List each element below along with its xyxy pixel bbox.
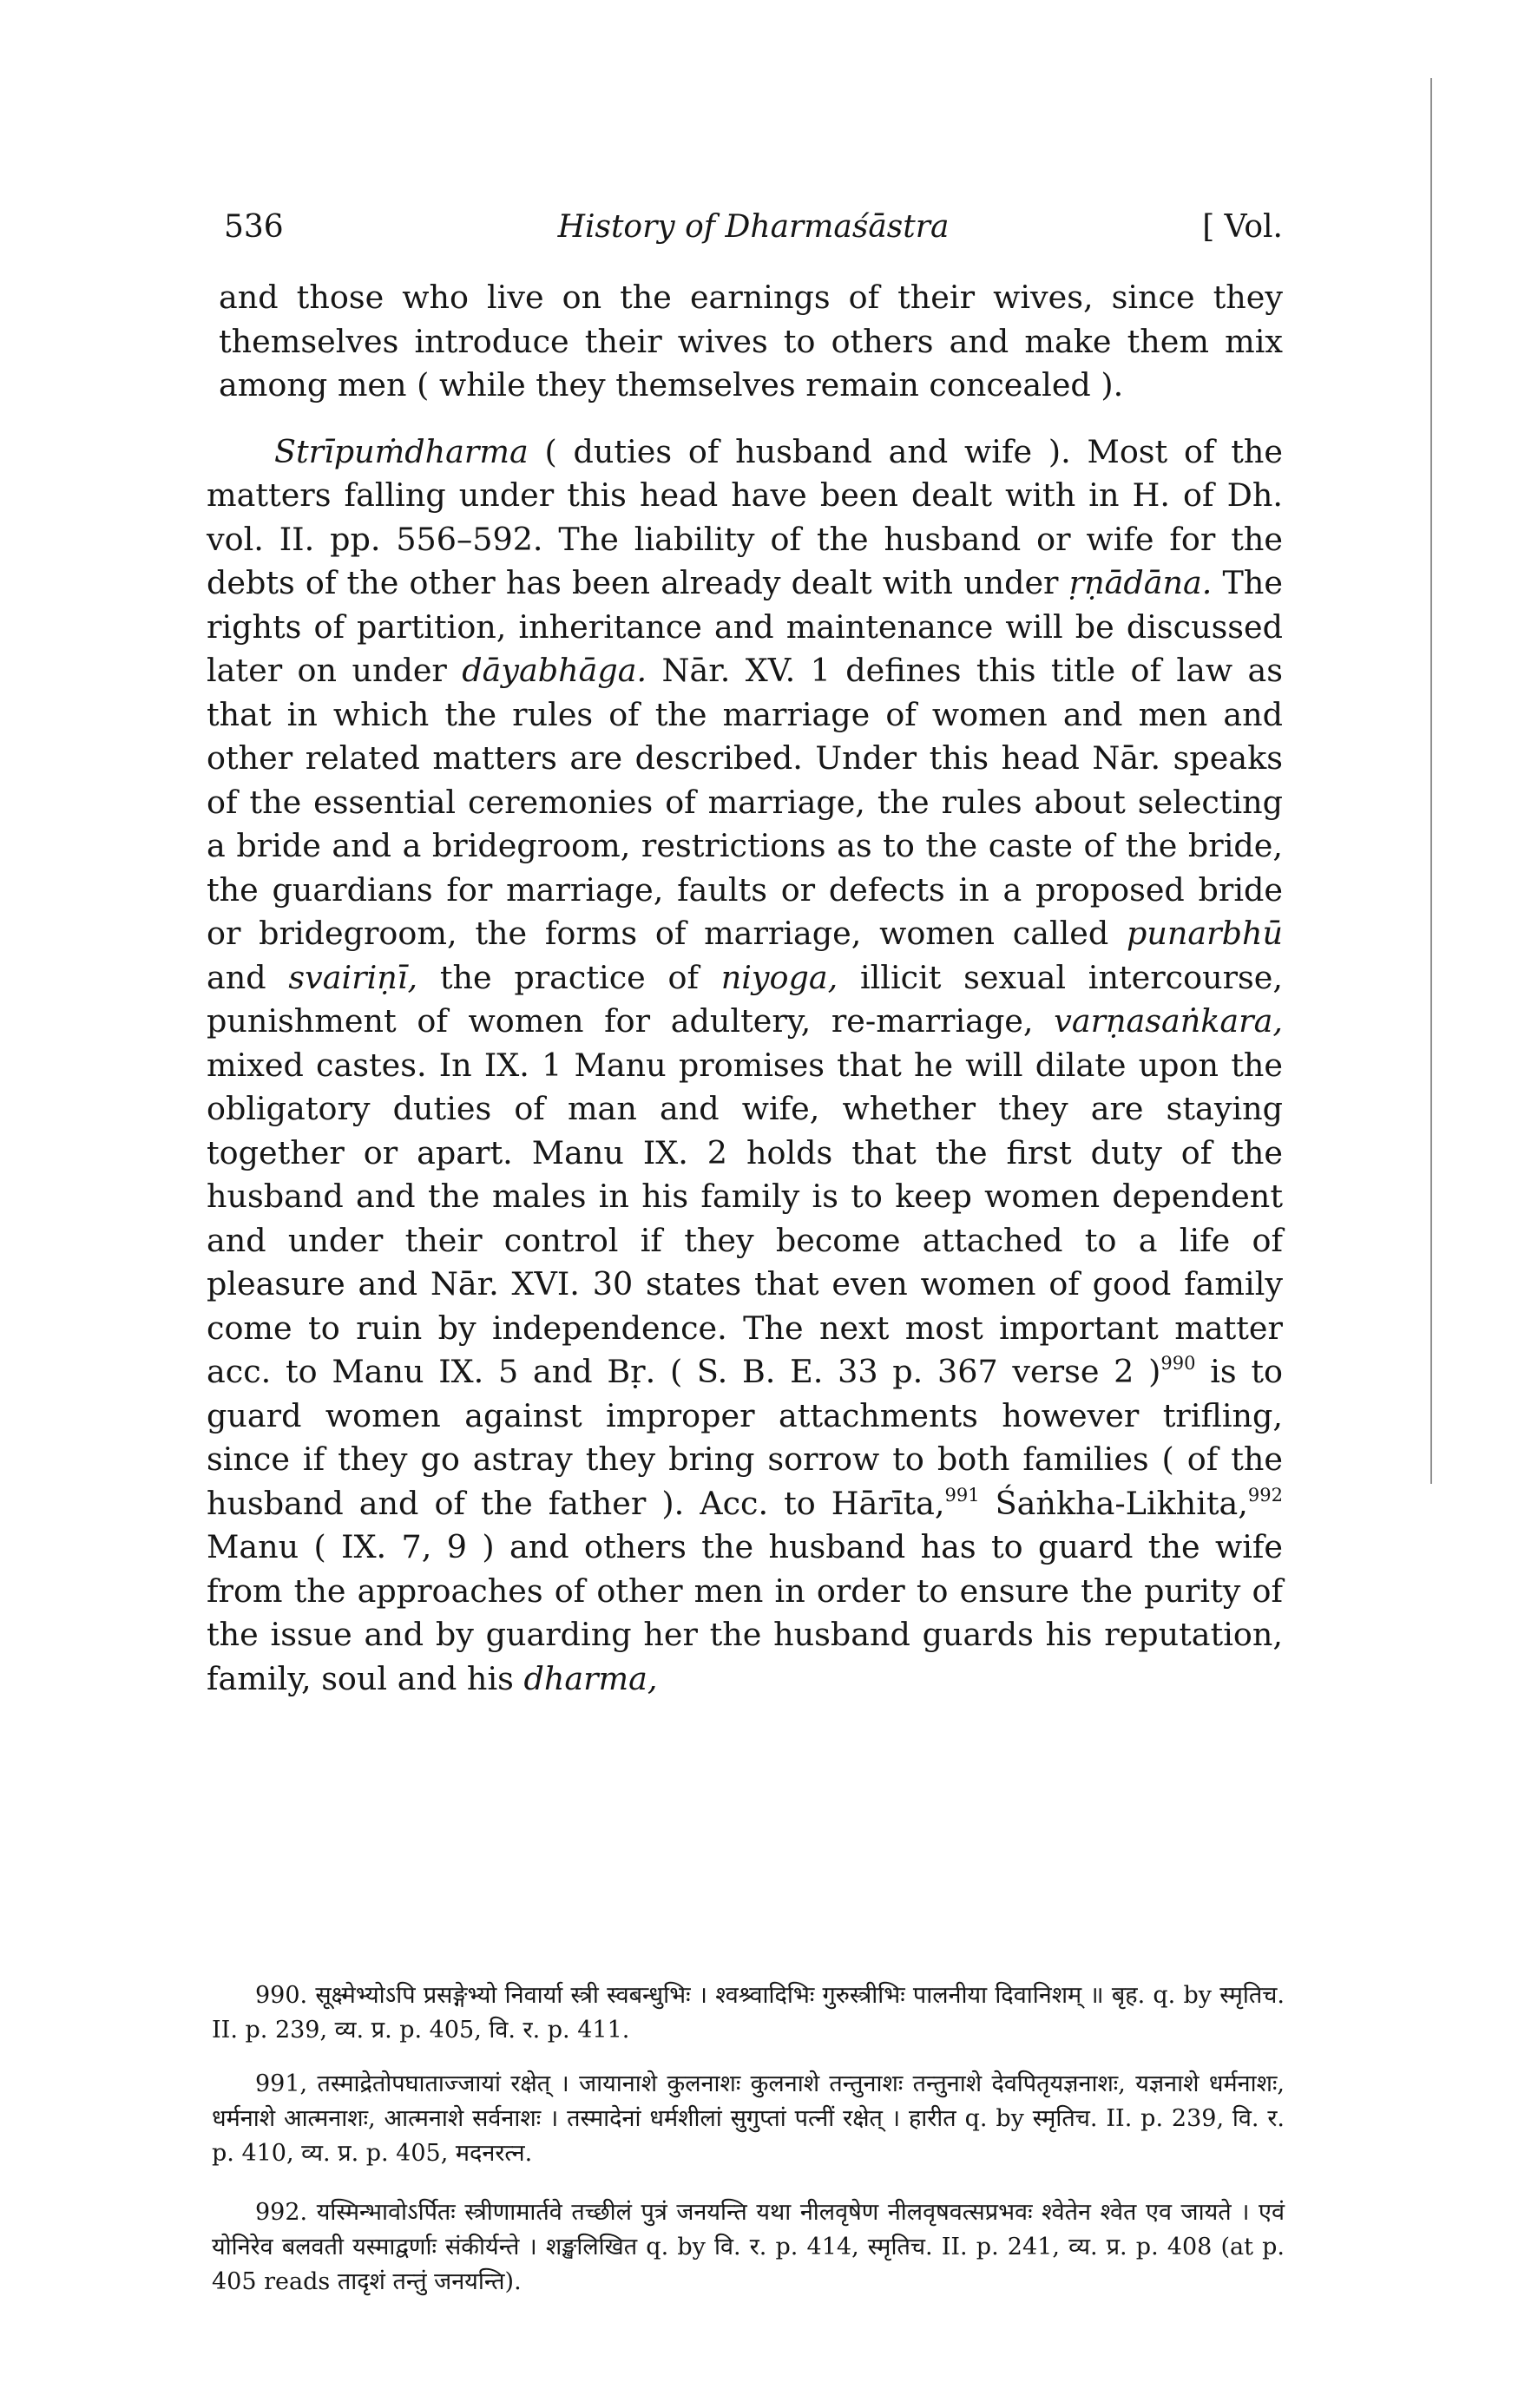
text-run: Śaṅkha-Likhita, (979, 1484, 1248, 1522)
italic-term: ṛṇādāna. (1068, 564, 1213, 601)
paragraph-continuation: and those who live on the earnings of their wives, since they themselves introduce their wives to others and make them mix among men ( while they themselves remain concealed ). (219, 279, 1283, 404)
footnote-number: 992. (255, 2199, 308, 2226)
text-run: Manu ( IX. 7, 9 ) and others the husband has to guard the wife from the approaches of other men in order to ensure the purity of the issue and by guarding her the husband guards his reputation, family, soul and his (207, 1528, 1283, 1697)
footnote-ref-990[interactable]: 990 (1160, 1353, 1196, 1374)
text-run: and (207, 958, 289, 996)
text-run: The rights of partition, inheritance and maintenance will be discussed later on under (207, 564, 1283, 689)
footnote-text: यस्मिन्भावोऽर्पितः स्त्रीणामार्तवे तच्छीलं पुत्रं जनयन्ति यथा नीलवृषेण नीलवृषवत्सप्रभवः श्वेतेन श्वेत एव जायते । एवं योनिरेव बलवती यस्माद्वर्णाः संकीर्यन्ते । शङ्खलिखित q. by वि. र. p. 414, स्मृतिच. II. p. 241, व्य. प्र. p. 408 (at p. 405 reads तादृशं तन्तुं जनयन्ति). (212, 2199, 1285, 2295)
section-term: Strīpuṁdharma (274, 432, 529, 470)
footnote-990 (212, 1978, 1285, 2048)
main-text (207, 276, 1283, 1701)
running-header (224, 205, 1283, 250)
page-number: 536 (224, 209, 284, 245)
footnote-number: 991, (255, 2070, 308, 2097)
footnotes (212, 1978, 1285, 2300)
text-run: ( duties of husband and wife ). Most of the matters falling under this head have been dealt with in H. of Dh. vol. II. pp. 556–592. The liability of the husband or wife for the debts of the other has been already dealt with under (207, 432, 1283, 601)
footnote-991 (212, 2067, 1285, 2171)
footnote-text: सूक्ष्मेभ्योऽपि प्रसङ्गेभ्यो निवार्या स्त्री स्वबन्धुभिः । श्वश्र्वादिभिः गुरुस्त्रीभिः पालनीया दिवानिशम् ॥ बृह. q. by स्मृतिच. II. p. 239, व्य. प्र. p. 405, वि. र. p. 411. (212, 1982, 1285, 2044)
footnote-992 (212, 2195, 1285, 2300)
italic-term: dāyabhāga. (462, 652, 647, 689)
scan-edge-line (1430, 78, 1432, 1484)
volume-marker: [ Vol. (1202, 209, 1283, 245)
footnote-ref-992[interactable]: 992 (1247, 1484, 1283, 1506)
footnote-text: तस्माद्रेतोपघाताज्जायां रक्षेत् । जायानाशे कुलनाशः कुलनाशे तन्तुनाशः तन्तुनाशे देवपितृयज्ञनाशः, यज्ञनाशे धर्मनाशः, धर्मनाशे आत्मनाशः, आत्मनाशे सर्वनाशः । तस्मादेनां धर्मशीलां सुगुप्तां पत्नीं रक्षेत् । हारीत q. by स्मृतिच. II. p. 239, वि. र. p. 410, व्य. प्र. p. 405, मदनरत्न. (212, 2070, 1285, 2167)
footnote-number: 990. (255, 1982, 308, 2009)
text-run: mixed castes. In IX. 1 Manu promises that he will dilate upon the obligatory duties of man and wife, whether they are staying together or apart. Manu IX. 2 holds that the first duty of the husband and the males in his family is to keep women dependent and under their control if they become attached to a life of pleasure and Nār. XVI. 30 states that even women of good family come to ruin by independence. The next most important matter acc. to Manu IX. 5 and Bṛ. ( S. B. E. 33 p. 367 verse 2 ) (207, 1046, 1283, 1390)
running-title: History of Dharmaśāstra (557, 209, 950, 245)
footnote-ref-991[interactable]: 991 (944, 1484, 980, 1506)
italic-term: niyoga, (720, 958, 838, 996)
italic-term: punarbhū (1127, 915, 1283, 952)
italic-term: varṇasaṅkara, (1054, 1002, 1283, 1040)
text-run: the practice of (417, 958, 721, 996)
text-run: Nār. XV. 1 defines this title of law as that in which the rules of the marriage of women and men and other related matters are described. Under this head Nār. speaks of the essential ceremonies of marriage, the rules about selecting a bride and a bridegroom, restrictions as to the caste of the bride, the guardians for marriage, faults or defects in a proposed bride or bridegroom, the forms of marriage, women called (207, 652, 1283, 952)
italic-term: dharma, (523, 1659, 658, 1697)
italic-term: svairiṇī, (288, 958, 418, 996)
text-run: is to guard women against improper attachments however trifling, since if they go astray they bring sorrow to both families ( of the husband and of the father ). Acc. to Hārīta, (207, 1353, 1283, 1522)
text-run: illicit sexual intercourse, punishment of women for adultery, re-marriage, (207, 958, 1283, 1040)
paragraph-stripumdharma (207, 430, 1283, 1702)
